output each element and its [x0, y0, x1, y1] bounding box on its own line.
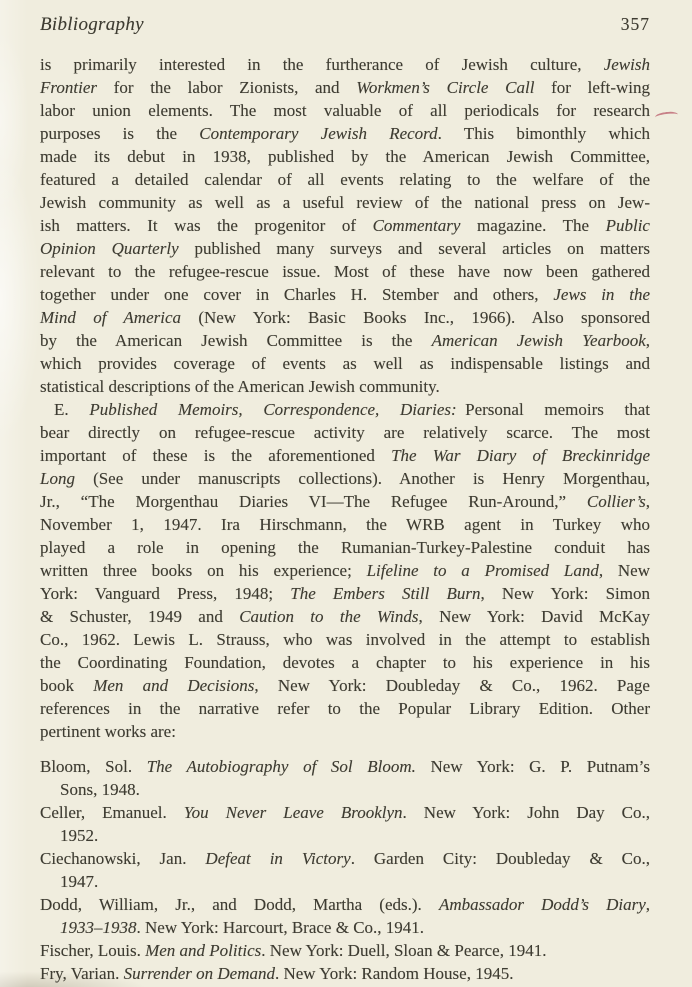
text-run: . New York: Random House, 1945.: [274, 964, 514, 983]
text-run: . New York: Duell, Sloan & Pearce, 1941.: [261, 941, 547, 960]
text-line: [40, 306, 650, 329]
text-line: [40, 939, 650, 962]
paragraphs: [40, 53, 650, 743]
bibliography-entry: [40, 893, 650, 939]
text-line: [40, 605, 650, 628]
text-line: [40, 651, 650, 674]
italic-run: Public: [605, 216, 650, 235]
text-run: . New York: John Day Co.,: [402, 803, 650, 822]
text-run: statistical descriptions of the American Jewish community.: [40, 377, 440, 396]
bibliography-entry: [40, 801, 650, 847]
text-run: book: [40, 676, 94, 695]
italic-run: Men and Politics: [145, 941, 262, 960]
italic-run: American Jewish Yearbook: [431, 331, 646, 350]
text-run: relevant to the refugee-rescue issue. Most of these have now been gathered: [40, 262, 650, 281]
text-run: references in the narrative refer to the Popular Library Edition. Other: [40, 699, 650, 718]
text-run: . Garden City: Doubleday & Co.,: [350, 849, 650, 868]
text-run: . New York: Harcourt, Brace & Co., 1941.: [136, 918, 425, 937]
text-line: [40, 237, 650, 260]
text-line: [40, 214, 650, 237]
body-text: [40, 53, 650, 985]
text-line: [40, 755, 650, 778]
text-run: (New York: Basic Books Inc., 1966). Also sponsored: [181, 308, 650, 327]
page-header: [40, 12, 650, 37]
text-line: [40, 168, 650, 191]
text-line: [40, 559, 650, 582]
text-line: [40, 375, 650, 398]
text-line: [40, 801, 650, 824]
text-run: featured a detailed calendar of all events relating to the welfare of the: [40, 170, 650, 189]
text-line: [40, 53, 650, 76]
text-run: labor union elements. The most valuable of all periodicals for research: [40, 101, 650, 120]
text-run: , New York: Doubleday & Co., 1962. Page: [254, 676, 650, 695]
italic-run: You Never Leave Brooklyn: [183, 803, 403, 822]
text-line: [40, 824, 650, 847]
text-run: ish matters. It was the progenitor of: [40, 216, 373, 235]
bibliography-entry: [40, 755, 650, 801]
text-run: played a role in opening the Rumanian-Turkey-Palestine conduit has: [40, 538, 650, 557]
text-line: [40, 76, 650, 99]
text-run: Jr., “The Morgenthau Diaries VI—The Refugee Run-Around,”: [40, 492, 587, 511]
bibliography-list: [40, 755, 650, 985]
text-line: [40, 145, 650, 168]
italic-run: The Autobiography of Sol Bloom.: [146, 757, 416, 776]
italic-run: The Embers Still Burn: [290, 584, 481, 603]
italic-run: The War Diary of Breckinridge: [391, 446, 650, 465]
text-line: [40, 628, 650, 651]
bibliography-entry: [40, 962, 650, 985]
text-run: & Schuster, 1949 and: [40, 607, 240, 626]
text-run: 1947.: [60, 872, 99, 891]
text-run: bear directly on refugee-rescue activity are relatively scarce. The most: [40, 423, 650, 442]
paragraph: [40, 398, 650, 743]
text-run: Jewish community as well as a useful review of the national press on Jew-: [40, 193, 650, 212]
italic-run: Workmen’s Circle Call: [356, 78, 535, 97]
text-line: [40, 283, 650, 306]
italic-run: Contemporary Jewish Record: [199, 124, 438, 143]
text-run: made its debut in 1938, published by the American Jewish Committee,: [40, 147, 650, 166]
text-run: for the labor Zionists, and: [96, 78, 357, 97]
italic-run: Jews in the: [553, 285, 650, 304]
text-run: Fischer, Louis.: [40, 941, 146, 960]
text-line: [40, 778, 650, 801]
italic-run: Commentary: [372, 216, 461, 235]
text-run: E.: [54, 400, 90, 419]
text-line: [40, 398, 650, 421]
text-line: [40, 893, 650, 916]
italic-run: Surrender on Demand: [123, 964, 275, 983]
text-run: by the American Jewish Committee is the: [40, 331, 432, 350]
italic-run: Long: [40, 469, 75, 488]
text-line: [40, 513, 650, 536]
italic-run: Frontier: [40, 78, 97, 97]
text-run: magazine. The: [460, 216, 606, 235]
text-run: York: Vanguard Press, 1948;: [40, 584, 291, 603]
text-run: ,: [645, 492, 650, 511]
text-run: published many surveys and several articles on matters: [178, 239, 650, 258]
text-line: [40, 536, 650, 559]
italic-run: Lifeline to a Promised Land: [366, 561, 599, 580]
text-run: , New York: David McKay: [418, 607, 650, 626]
text-line: [40, 467, 650, 490]
text-line: [40, 352, 650, 375]
text-line: [40, 329, 650, 352]
text-run: Co., 1962. Lewis L. Strauss, who was involved in the attempt to establish: [40, 630, 650, 649]
text-line: [40, 421, 650, 444]
italic-run: Defeat in Victory: [205, 849, 351, 868]
text-line: [40, 870, 650, 893]
bibliography-entry: [40, 939, 650, 962]
text-run: Sons, 1948.: [60, 780, 140, 799]
text-run: for left-wing: [534, 78, 650, 97]
text-run: Dodd, William, Jr., and Dodd, Martha (eds.).: [40, 895, 439, 914]
italic-run: Published Memoirs, Correspondence, Diaries:: [89, 400, 457, 419]
text-line: [40, 260, 650, 283]
italic-run: Opinion Quarterly: [40, 239, 179, 258]
text-line: [40, 490, 650, 513]
text-run: Celler, Emanuel.: [40, 803, 184, 822]
text-run: pertinent works are:: [40, 722, 176, 741]
text-line: [40, 720, 650, 743]
italic-run: Men and Decisions: [93, 676, 255, 695]
paragraph: [40, 53, 650, 398]
text-run: which provides coverage of events as well as indispensable listings and: [40, 354, 650, 373]
text-run: (See under manuscripts collections). Another is Henry Morgenthau,: [74, 469, 650, 488]
text-run: purposes is the: [40, 124, 200, 143]
italic-run: Mind of America: [40, 308, 182, 327]
text-line: [40, 847, 650, 870]
page-number: 357: [620, 14, 650, 34]
text-run: ,: [645, 331, 650, 350]
text-run: New York: G. P. Putnam’s: [415, 757, 650, 776]
text-run: important of these is the aforementioned: [40, 446, 392, 465]
bibliography-entry: [40, 847, 650, 893]
italic-run: 1933–1938: [60, 918, 137, 937]
italic-run: Collier’s: [586, 492, 646, 511]
text-run: November 1, 1947. Ira Hirschmann, the WRB agent in Turkey who: [40, 515, 650, 534]
page-title: Bibliography: [40, 14, 144, 35]
text-run: , New York: Simon: [480, 584, 650, 603]
text-run: ,: [645, 895, 650, 914]
text-run: . This bimonthly which: [437, 124, 651, 143]
text-line: [40, 674, 650, 697]
text-run: written three books on his experience;: [40, 561, 367, 580]
text-run: Bloom, Sol.: [40, 757, 147, 776]
text-line: [40, 191, 650, 214]
text-run: Fry, Varian.: [40, 964, 124, 983]
text-run: Ciechanowski, Jan.: [40, 849, 206, 868]
italic-run: Caution to the Winds: [239, 607, 419, 626]
italic-run: Ambassador Dodd’s Diary: [438, 895, 646, 914]
italic-run: Jewish: [603, 55, 650, 74]
text-run: together under one cover in Charles H. Stember and others,: [40, 285, 554, 304]
text-run: , New: [598, 561, 650, 580]
text-line: [40, 122, 650, 145]
text-line: [40, 99, 650, 122]
text-run: Personal memoirs that: [456, 400, 651, 419]
text-line: [40, 582, 650, 605]
text-line: [40, 444, 650, 467]
text-run: 1952.: [60, 826, 99, 845]
text-run: is primarily interested in the furtherance of Jewish culture,: [40, 55, 604, 74]
text-line: [40, 962, 650, 985]
text-run: the Coordinating Foundation, devotes a chapter to his experience in his: [40, 653, 650, 672]
text-line: [40, 697, 650, 720]
text-line: [40, 916, 650, 939]
